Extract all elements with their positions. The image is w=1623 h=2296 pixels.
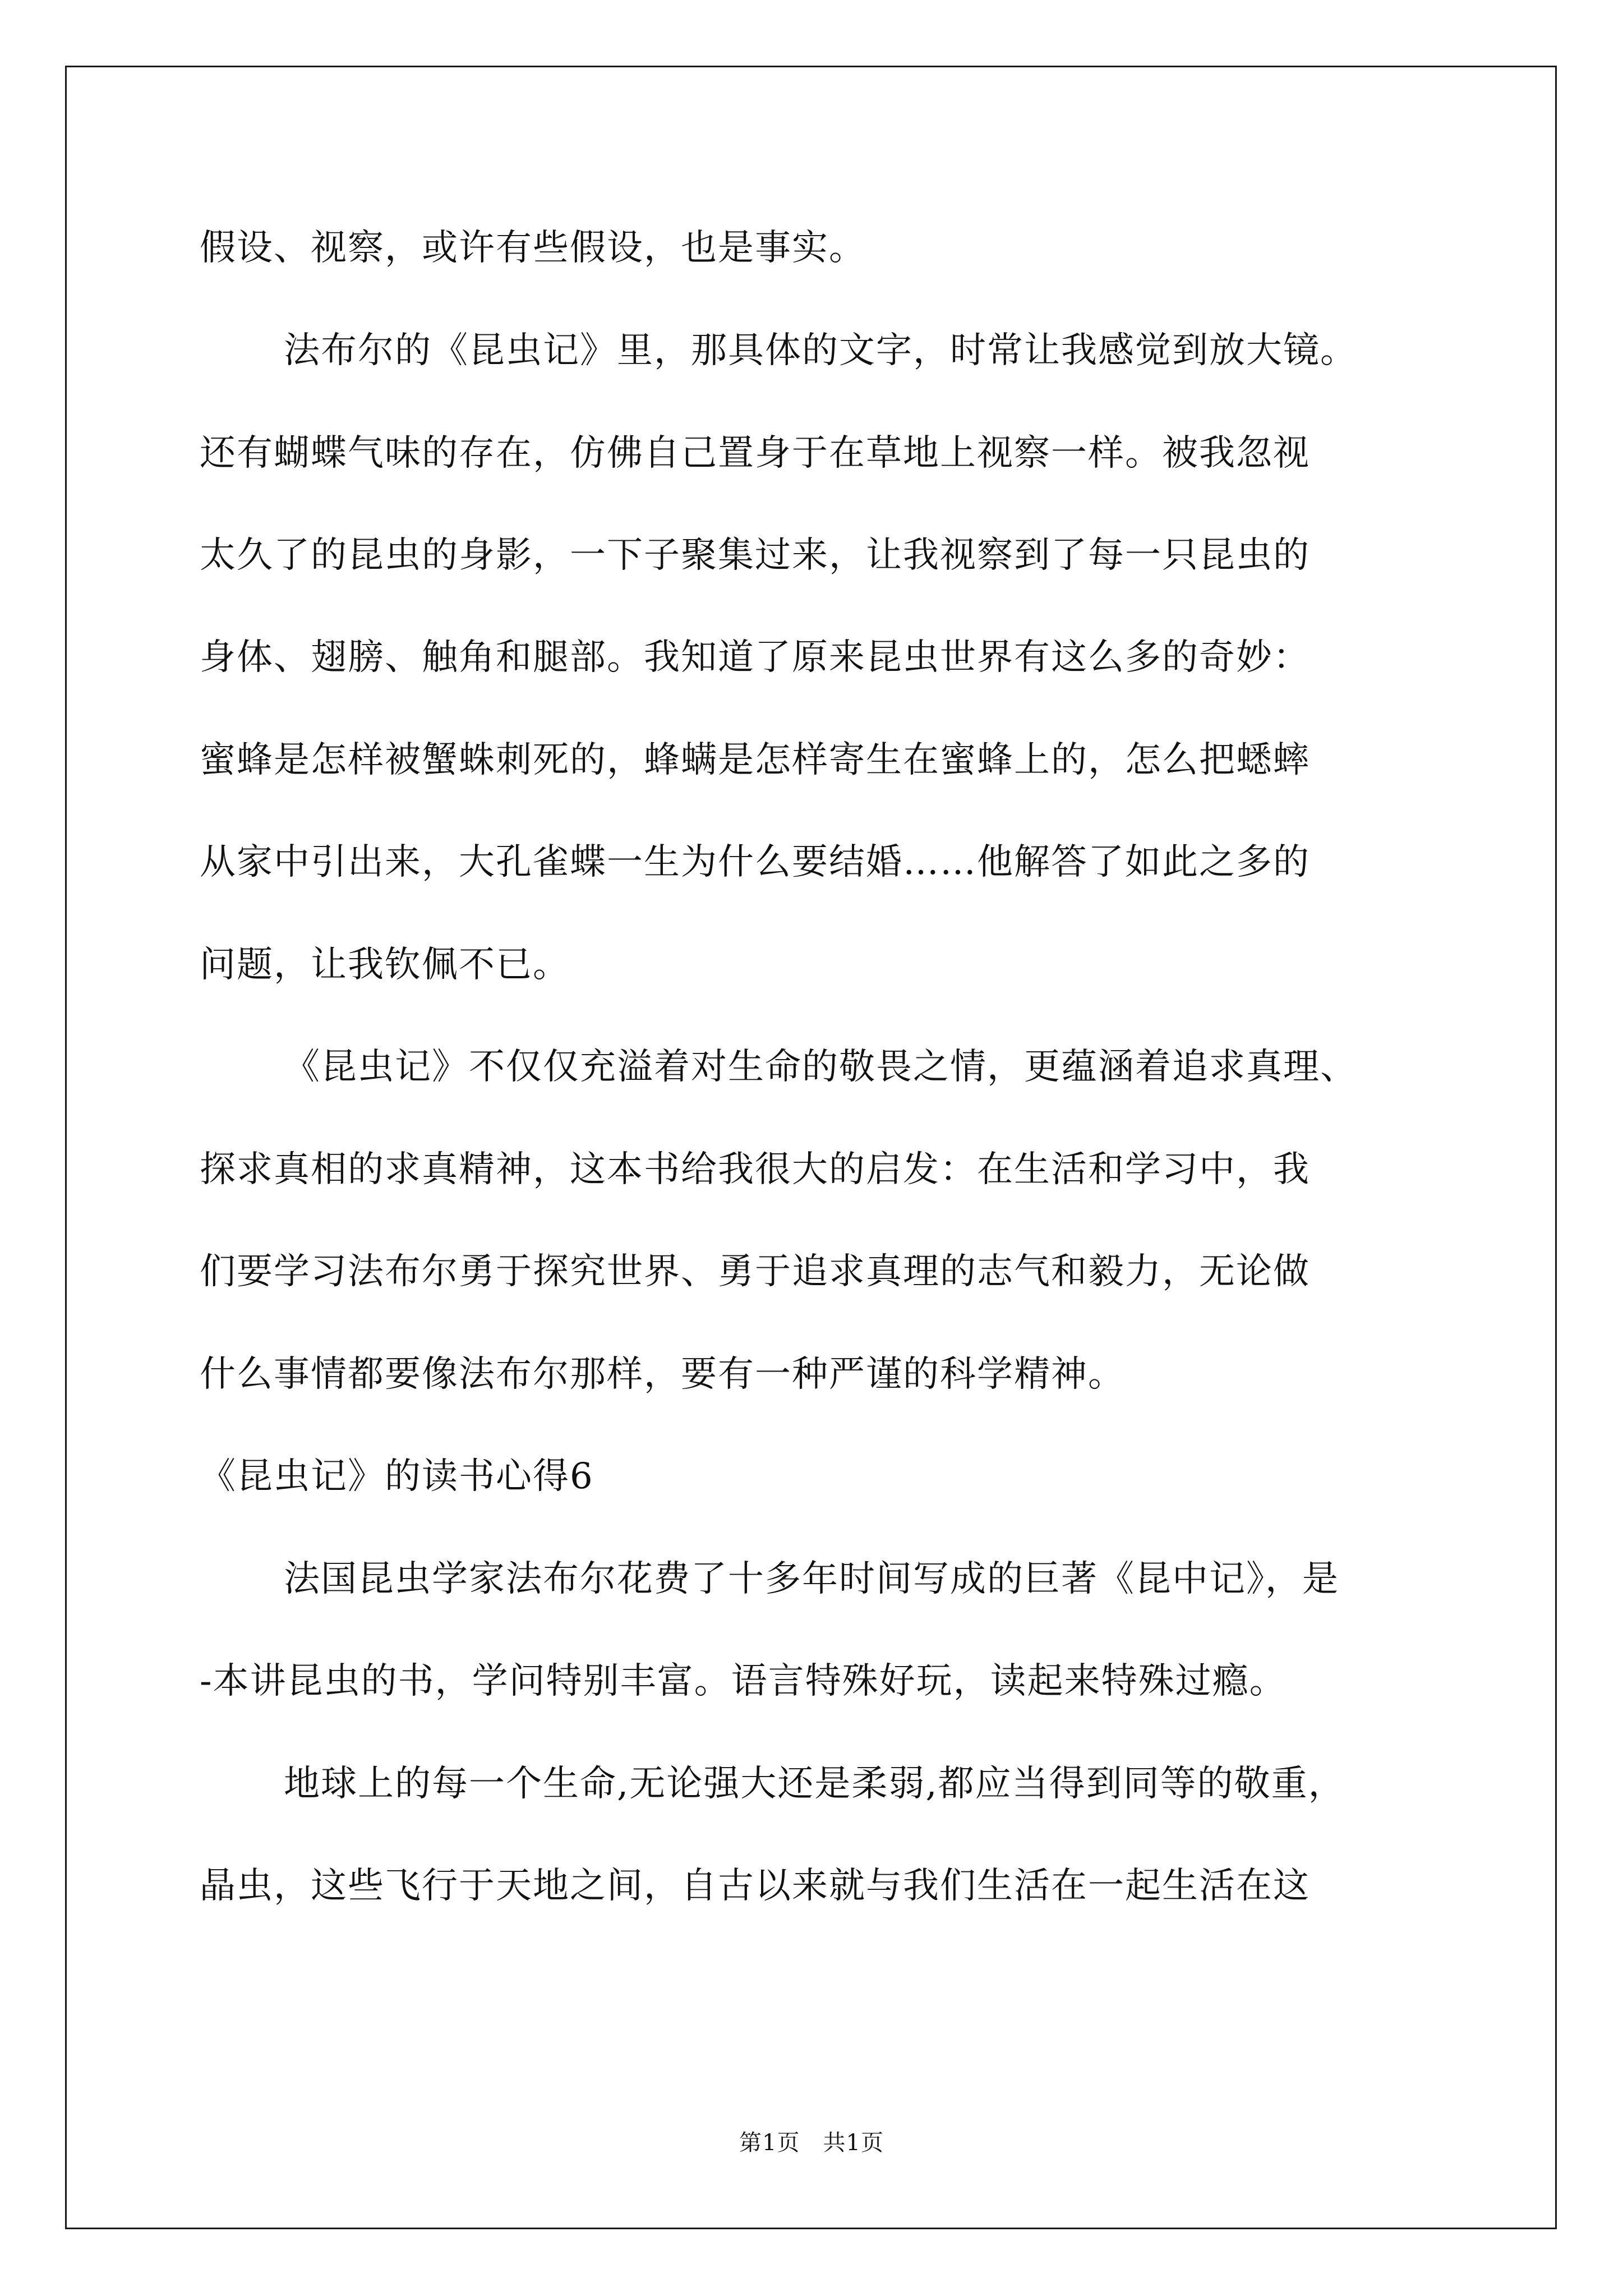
text-line: 从家中引出来，大孔雀蝶一生为什么要结婚……他解答了如此之多的 (200, 841, 1310, 883)
text-line: 蜜蜂是怎样被蟹蛛刺死的，蜂螨是怎样寄生在蜜蜂上的，怎么把蟋蟀 (200, 739, 1310, 781)
text-line: -本讲昆虫的书，学问特别丰富。语言特殊好玩，读起来特殊过瘾。 (200, 1660, 1287, 1702)
text-line: 探求真相的求真精神，这本书给我很大的启发：在生活和学习中，我 (200, 1149, 1310, 1190)
text-line: 们要学习法布尔勇于探究世界、勇于追求真理的志气和毅力，无论做 (200, 1251, 1310, 1292)
text-line: 法布尔的《昆虫记》里，那具体的文字，时常让我感觉到放大镜。 (284, 330, 1357, 371)
text-line: 什么事情都要像法布尔那样，要有一种严谨的科学精神。 (200, 1354, 1125, 1395)
text-line: 假设、视察，或许有些假设，也是事实。 (200, 227, 866, 269)
text-line: 法国昆虫学家法布尔花费了十多年时间写成的巨著《昆中记》，是 (284, 1558, 1339, 1600)
text-line: 《昆虫记》不仅仅充溢着对生命的敬畏之情，更蕴涵着追求真理、 (284, 1046, 1357, 1088)
text-line: 身体、翅膀、触角和腿部。我知道了原来昆虫世界有这么多的奇妙： (200, 637, 1310, 678)
text-line: 还有蝴蝶气味的存在，仿佛自己置身于在草地上视察一样。被我忽视 (200, 432, 1310, 474)
text-line: 太久了的昆虫的身影，一下子聚集过来，让我视察到了每一只昆虫的 (200, 535, 1310, 576)
text-line: 地球上的每一个生命,无论强大还是柔弱,都应当得到同等的敬重， (284, 1763, 1345, 1805)
text-line: 问题，让我钦佩不已。 (200, 944, 570, 986)
text-line: 晶虫，这些飞行于天地之间，自古以来就与我们生活在一起生活在这 (200, 1865, 1310, 1907)
page-number: 第1页 共1页 (739, 2130, 884, 2156)
section-heading: 《昆虫记》的读书心得6 (200, 1456, 594, 1497)
